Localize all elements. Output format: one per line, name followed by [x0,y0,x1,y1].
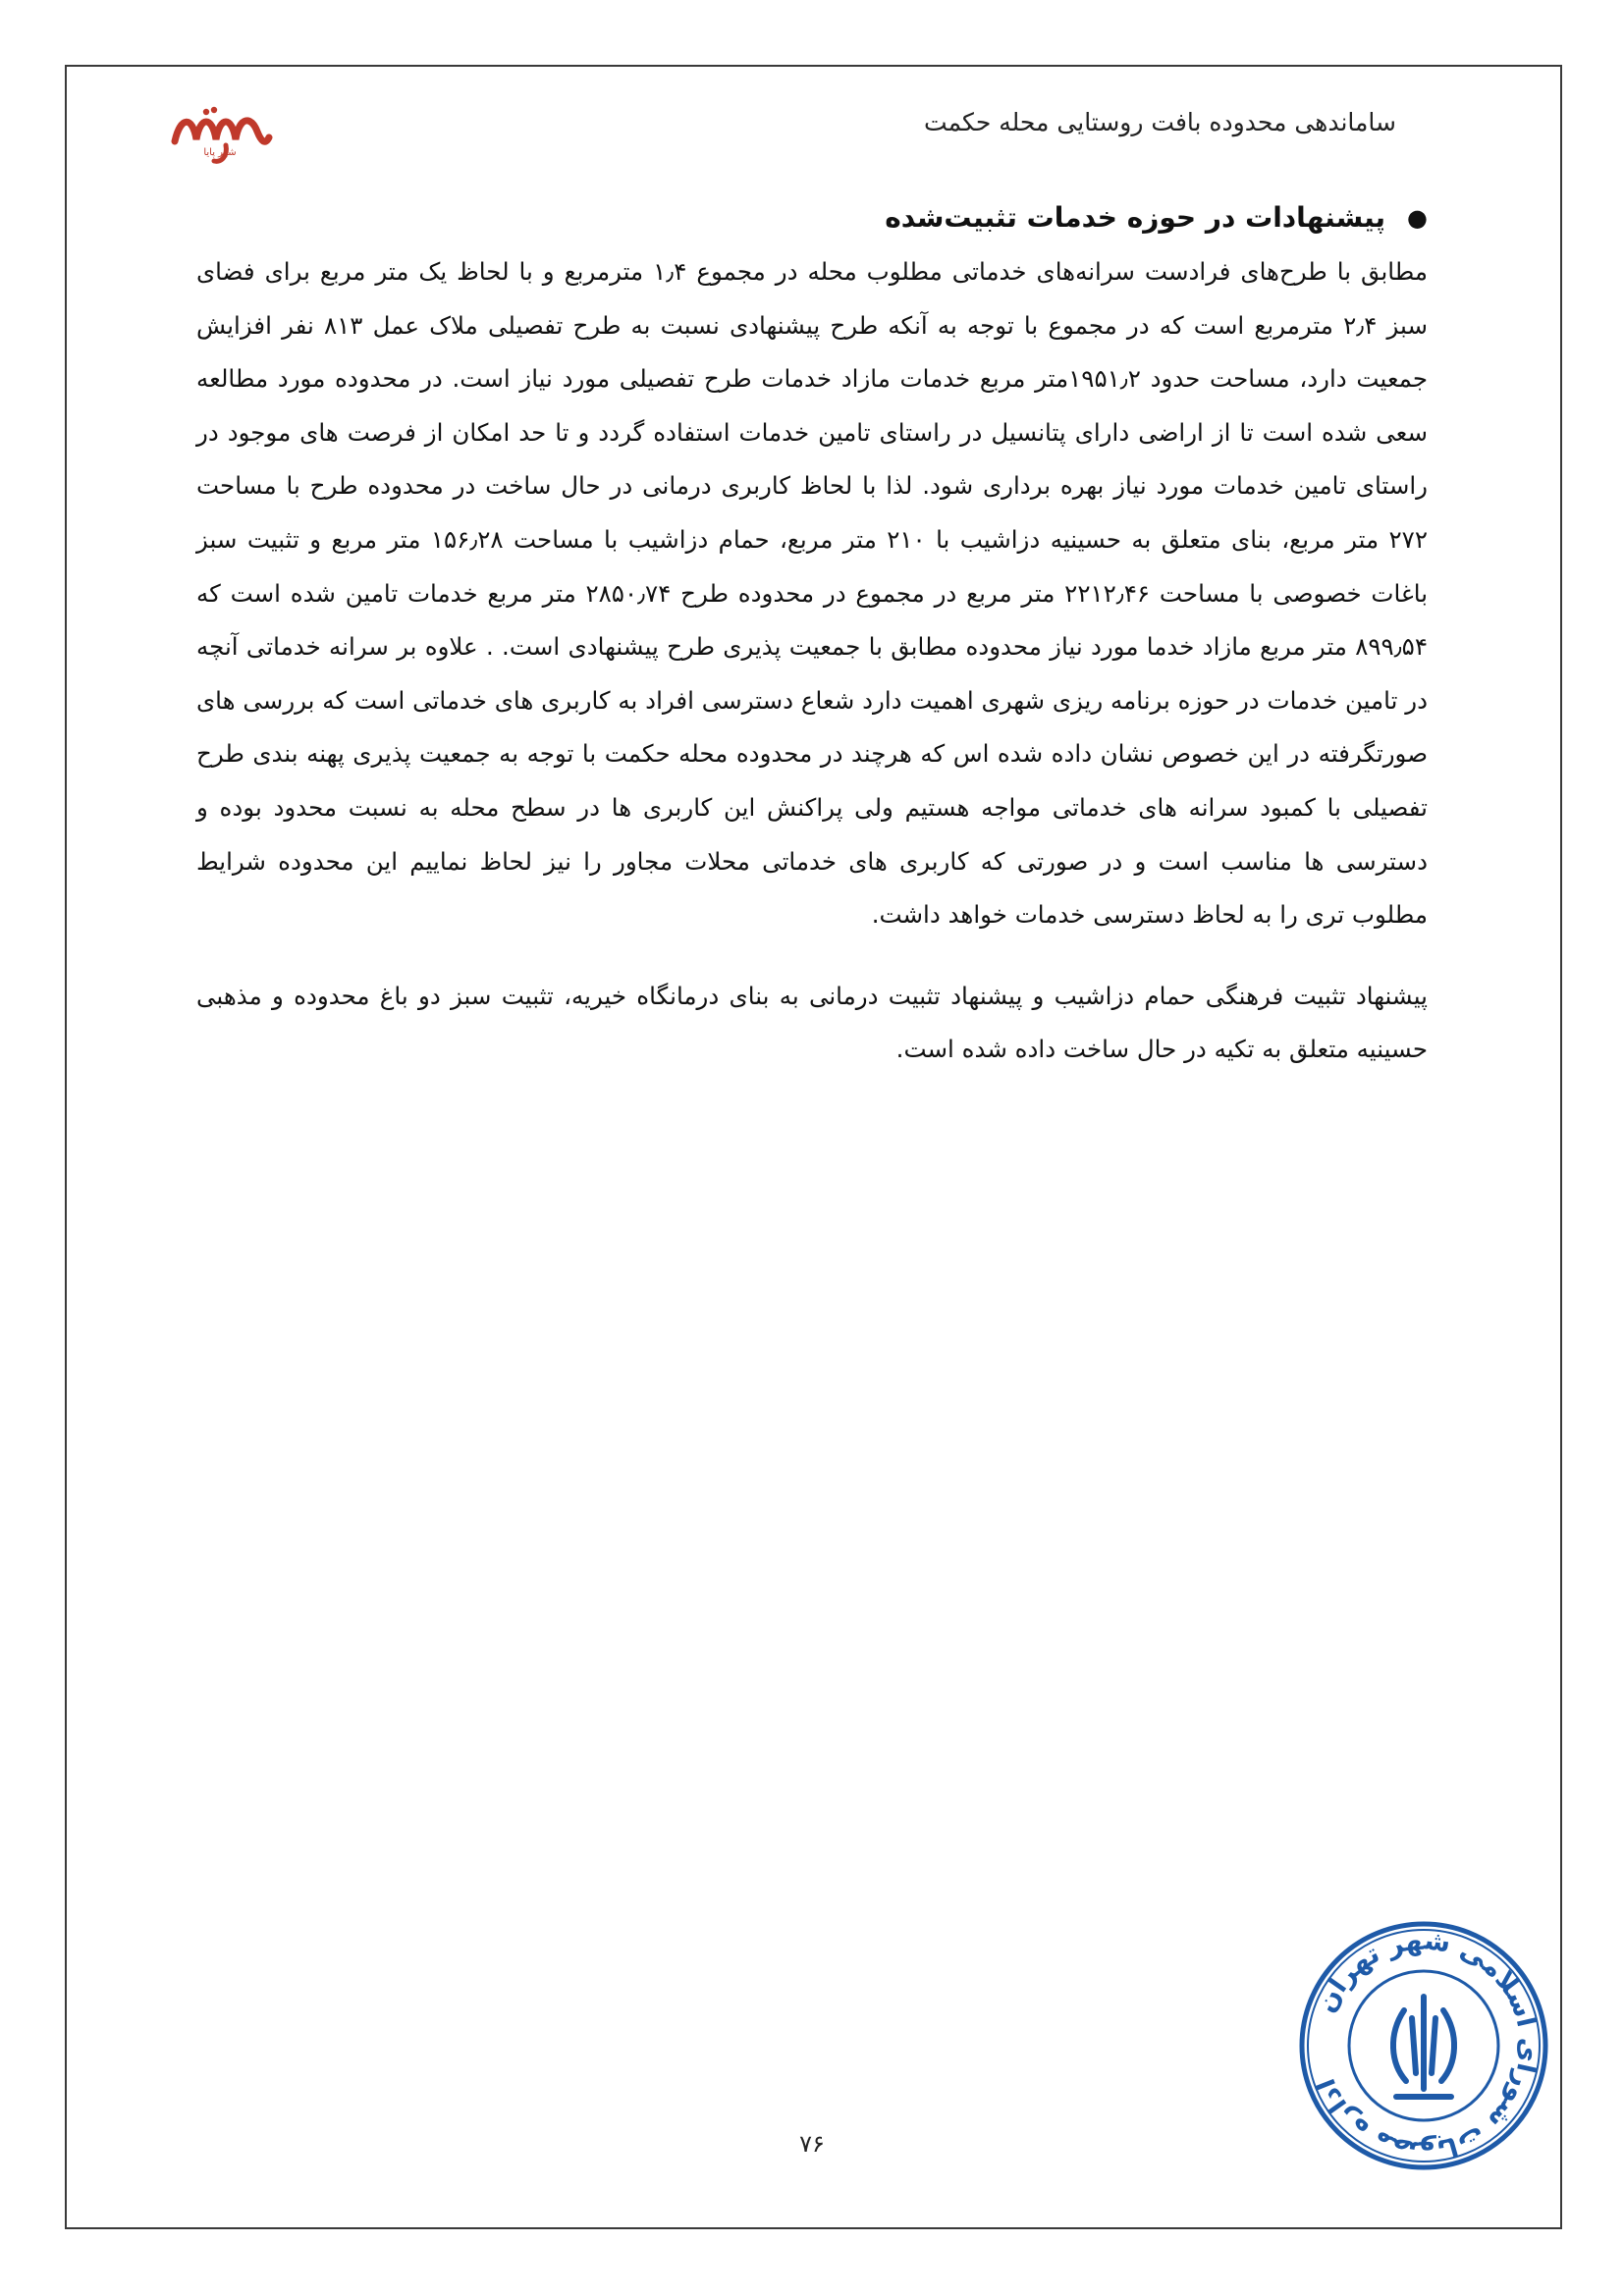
brand-logo [167,102,275,169]
emblem-icon [1393,1997,1454,2097]
paragraph-2: پیشنهاد تثبیت فرهنگی حمام دزاشیب و پیشنهاد تثبیت درمانی به بنای درمانگاه خیریه، تثبیت سبز دو باغ محدوده و مذهبی حسینیه متعلق به تکیه در حال ساخت داده شده است. [196,981,1428,1064]
bullet-icon: ● [1407,203,1428,232]
stamp-text: اداره مصوبات شورای اسلامی شهر تهران [1310,1925,1544,2166]
section-heading [196,201,1428,234]
paragraph-1: مطابق با طرح‌های فرادست سرانه‌های خدماتی مطلوب محله در مجموع ۱٫۴ مترمربع و با لحاظ یک متر مربع برای فضای سبز ۲٫۴ مترمربع است که در مجموع با توجه به آنکه طرح پیشنهادی نسبت به طرح تفصیلی ملاک عمل ۸۱۳ نفر افزایش جمعیت دارد، مساحت حدود ۱۹۵۱٫۲متر مربع خدمات مازاد خدمات طرح تفصیلی مورد نیاز است. در محدوده مورد مطالعه سعی شده است تا از اراضی دارای پتانسیل در راستای تامین خدمات استفاده گردد و تا حد امکان از فرصت های موجود در راستای تامین خدمات مورد نیاز بهره برداری شود. لذا با لحاظ کاربری درمانی در حال ساخت در محدوده طرح با مساحت ۲۷۲ متر مربع، بنای متعلق به حسینیه دزاشیب با ۲۱۰ متر مربع، حمام دزاشیب با مساحت ۱۵۶٫۲۸ متر مربع و تثبیت سبز باغات خصوصی با مساحت ۲۲۱۲٫۴۶ متر مربع در مجموع در محدوده طرح ۲۸۵۰٫۷۴ متر مربع خدمات تامین شده است که ۸۹۹٫۵۴ متر مربع مازاد خدما مورد نیاز محدوده مطابق با جمعیت پذیری طرح پیشنهادی است. . علاوه بر سرانه خدماتی آنچه در تامین خدمات در حوزه برنامه ریزی شهری اهمیت دارد شعاع دسترسی افراد به کاربری های خدماتی است که بررسی های صورتگرفته در این خصوص نشان داده شده اس که هرچند در محدوده محله حکمت با توجه به جمعیت پذیری پهنه بندی طرح تفصیلی با کمبود سرانه های خدماتی مواجه هستیم ولی پراکنش این کاربری ها در سطح محله به نسبت محدود بوده و دسترسی ها مناسب است و در صورتی که کاربری های خدماتی محلات مجاور را نیز لحاظ نماییم این محدوده شرایط مطلوب تری را به لحاظ دسترسی خدمات خواهد داشت. [196,257,1429,930]
page-number: ۷۶ [799,2130,825,2158]
main-content [196,201,1428,1077]
brand-logo-caption: شهر پایا [203,147,237,158]
official-stamp [1294,1916,1553,2175]
section-heading-text: پیشنهادات در حوزه خدمات تثبیت‌شده [885,201,1386,234]
page-header-title: ساماندهی محدوده بافت روستایی محله حکمت [924,108,1396,136]
